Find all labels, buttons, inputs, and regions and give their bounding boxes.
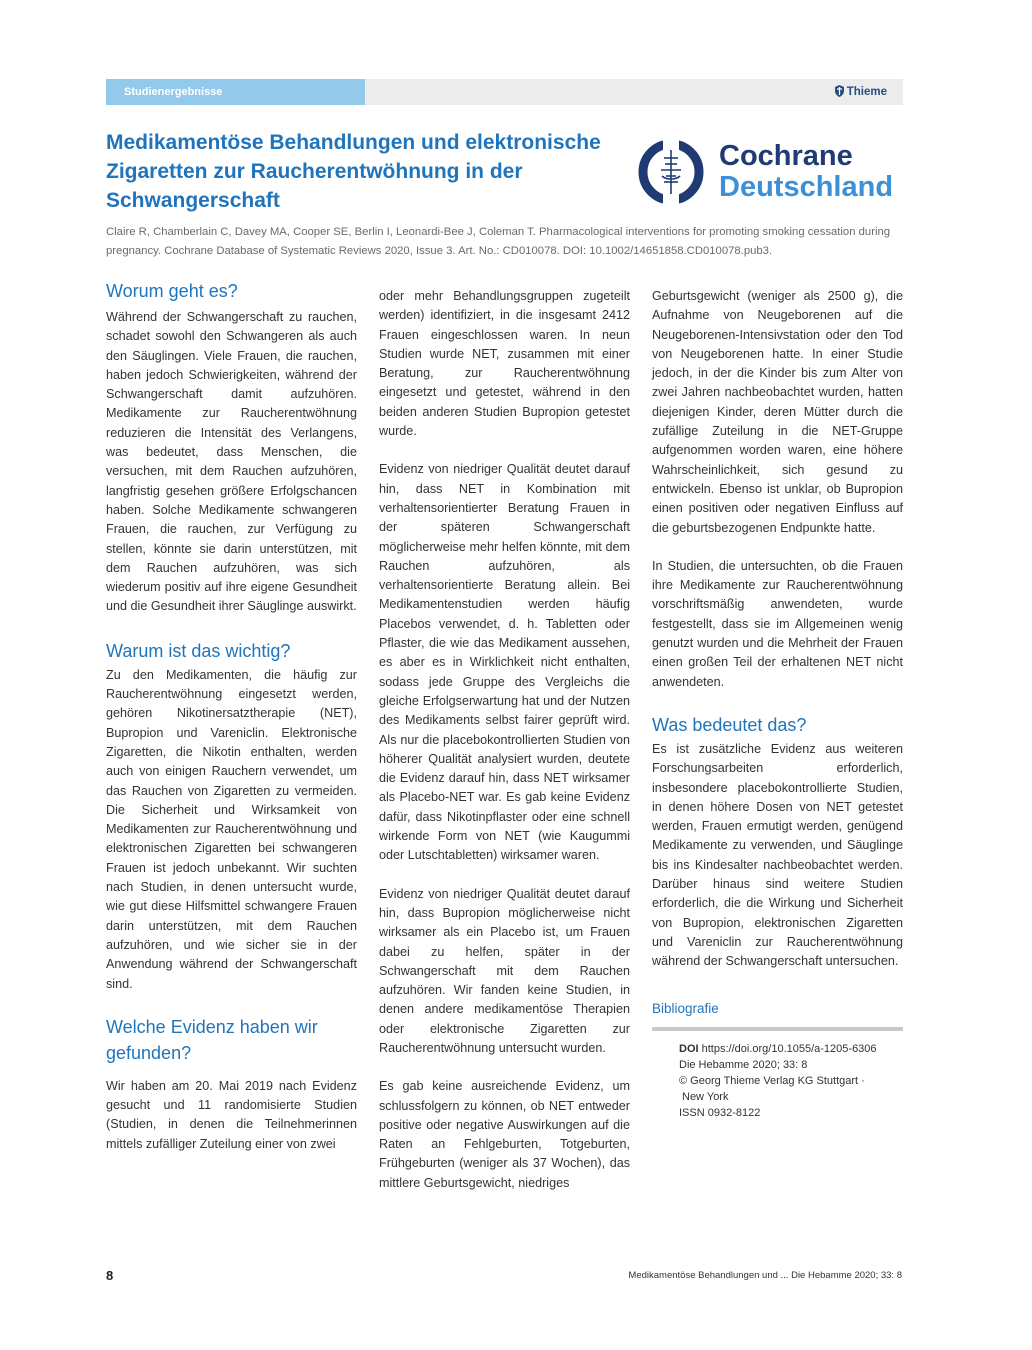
bibliography-title: Bibliografie (652, 1000, 719, 1016)
logo-text-cochrane: Cochrane (719, 140, 853, 172)
section-label: Studienergebnisse (106, 79, 365, 105)
article-title: Medikamentöse Behandlungen und elektronische Zigaretten zur Raucherentwöhnung in der Schwangerschaft (106, 131, 601, 212)
heading-evidenz: Welche Evidenz haben wir gefunden? (106, 1016, 318, 1063)
paragraph: Es gab keine ausreichende Evidenz, um schlussfolgern zu können, ob NET entweder positive oder negative Auswirkungen auf die Raten an Fehlgeburten, Totgeburten, Frühgeburten (weniger als 37 Wochen), das mittlere Geburtsgewicht, niedriges (379, 1079, 630, 1190)
bibliography-issn: ISSN 0932-8122 (679, 1106, 761, 1119)
bibliography (652, 999, 903, 1121)
header-bar (106, 79, 903, 105)
paragraph: oder mehr Behandlungsgruppen zugeteilt werden) identifiziert, in die insgesamt 2412 Frauen eingeschlossen waren. In neun Studien wurde NET, zusammen mit einer Beratung, zur Raucherentwöhnung eingesetzt und getestet, während in den beiden anderen Studien Bupropion getestet wurde. (379, 289, 630, 439)
paragraph: Während der Schwangerschaft zu rauchen, schadet sowohl den Schwangeren als auch den Säuglingen. Viele Frauen, die rauchen, haben jedoch Schwierigkeiten, während der Schwangerschaft damit aufzuhören. Medikamente zur Raucherentwöhnung reduzieren die Intensität des Verlangens, was bedeutet, dass Menschen, die versuchen, mit dem Rauchen aufzuhören, langfristig gesehen größere Erfolgschancen haben. Solche Medikamente schwangeren Frauen, die rauchen, zur Verfügung zu stellen, könnte sie darin unterstützen, mit dem Rauchen aufzuhören, was sich wiederum positiv auf ihre eigene Gesundheit und die Gesundheit ihrer Säuglinge auswirkt. (106, 310, 357, 614)
doi-label: DOI (679, 1042, 699, 1055)
heading-warum: Warum ist das wichtig? (106, 640, 291, 661)
publisher-name: Thieme (846, 86, 887, 98)
column-3 (652, 287, 903, 1121)
paragraph: Zu den Medikamenten, die häufig zur Raucherentwöhnung eingesetzt werden, gehören Nikotinersatztherapie (NET), Bupropion und Vareniclin. Elektronische Zigaretten, die Nikotin enthalten, werden auch von einigen Rauchern verwendet, um das Rauchen von Zigaretten zu vermeiden. Die Sicherheit und Wirksamkeit von Medikamenten zur Raucherentwöhnung und elektronischen Zigaretten bei schwangeren Frauen ist jedoch unbekannt. Wir suchten nach Studien, in denen untersucht wurde, wie gut diese Hilfsmittel schwangere Frauen darin unterstützen, mit dem Rauchen aufzuhören, und wie sicher sie in der Anwendung während der Schwangerschaft sind. (106, 667, 357, 991)
column-2 (379, 287, 630, 1193)
bibliography-city: New York (682, 1090, 729, 1103)
heading-bedeutet: Was bedeutet das? (652, 714, 807, 735)
bibliography-doi (679, 1041, 903, 1057)
paragraph: Evidenz von niedriger Qualität deutet darauf hin, dass Bupropion möglicherweise nicht wirksamer als ein Placebo ist, um Frauen dabei zu helfen, später in der Schwangerschaft mit dem Rauchen aufzuhören. Wir fanden keine Studien, in denen andere medikamentöse Therapien oder elektronische Zigaretten zur Raucherentwöhnung untersucht wurden. (379, 886, 630, 1055)
bibliography-copyright: © Georg Thieme Verlag KG Stuttgart · (679, 1074, 865, 1087)
paragraph: Es ist zusätzliche Evidenz aus weiteren Forschungsarbeiten erforderlich, insbesondere placebokontrollierte Studien, in denen höhere Dosen von NET getestet werden, Frauen ermutigt werden, genügend Medikamente zu verwenden, und Säuglinge bis ins Kindesalter nachbeobachtet werden. Darüber hinaus sind weitere Studien erforderlich, die die Wirkung und Sicherheit von Bupropion, elektronischen Zigaretten und Vareniclin zur Raucherentwöhnung während der Schwangerschaft untersuchen. (652, 741, 903, 969)
publisher-logo (834, 79, 887, 105)
cochrane-logo (635, 136, 905, 208)
paragraph: Evidenz von niedriger Qualität deutet darauf hin, dass NET in Kombination mit verhaltensorientierter Beratung Frauen in der späteren Schwangerschaft möglicherweise mehr helfen könnte, mit dem Rauchen aufzuhören, als verhaltensorientierte Beratung allein. Bei Medikamentenstudien werden häufig Placebos verwendet, d. h. Tabletten oder Pflaster, die wie das Medikament aussehen, es aber es in Wirklichkeit nicht enthalten, sodass jede Gruppe des Vergleichs die gleiche Erfolgserwartung hat und der Nutzen des Medikaments selbst fairer geprüft wird. Als nur die placebokontrollierten Studien von höherer Qualität analysiert wurden, deutete die Evidenz darauf hin, dass NET wirksamer als Placebo-NET war. Es gab keine Evidenz dafür, dass Nikotinpflaster oder eine schnell wirkende Form von NET (wie Kaugummi oder Lutschtabletten) wirksamer waren. (379, 462, 630, 863)
doi-link[interactable]: https://doi.org/10.1055/a-1205-6306 (701, 1042, 877, 1055)
paragraph: Wir haben am 20. Mai 2019 nach Evidenz gesucht und 11 randomisierte Studien (Studien, in denen die Teilnehmerinnen mittels zufälliger Zuteilung einer von zwei (106, 1078, 357, 1151)
paragraph: In Studien, die untersuchten, ob die Frauen ihre Medikamente zur Raucherentwöhnung vorschriftsmäßig anwendeten, wurde festgestellt, dass sie im Allgemeinen wenig genutzt wurden und die Mehrheit der Frauen einen großen Teil der erhaltenen NET nicht anwendeten. (652, 558, 903, 689)
footer-reference: Medikamentöse Behandlungen und ... Die Hebamme 2020; 33: 8 (628, 1270, 902, 1281)
logo-text-deutschland: Deutschland (719, 171, 894, 203)
thieme-logo-icon (834, 85, 845, 97)
heading-worum: Worum geht es? (106, 281, 238, 301)
cochrane-logo-icon (635, 136, 707, 208)
column-1 (106, 278, 357, 1154)
page-number: 8 (106, 1268, 114, 1283)
bibliography-list (679, 1041, 903, 1121)
citation: Claire R, Chamberlain C, Davey MA, Cooper SE, Berlin I, Leonardi-Bee J, Coleman T. Pharmacological interventions for promoting smoking cessation during pregnancy. Cochrane Database of Systematic Reviews 2020, Issue 3. Art. No.: CD010078. DOI: 10.1002/14651858.CD010078.pub3. (106, 226, 891, 257)
paragraph: Geburtsgewicht (weniger als 2500 g), die Aufnahme von Neugeborenen auf die Neugeborenen-Intensivstation oder den Tod von Neugeborenen hatte. In einer Studie jedoch, in der die Kinder bis zum Alter von zwei Jahren nachbeobachtet wurden, hatten diejenigen Kinder, deren Mütter durch die zufällige Zuteilung in die NET-Gruppe aufgenommen worden waren, eine höhere Wahrscheinlichkeit, sich gesund zu entwickeln. Ebenso ist unklar, ob Bupropion einen positiven oder negativen Einfluss auf die geburtsbezogenen Endpunkte hatte. (652, 289, 903, 535)
bibliography-journal: Die Hebamme 2020; 33: 8 (679, 1058, 808, 1071)
divider (652, 1027, 903, 1031)
